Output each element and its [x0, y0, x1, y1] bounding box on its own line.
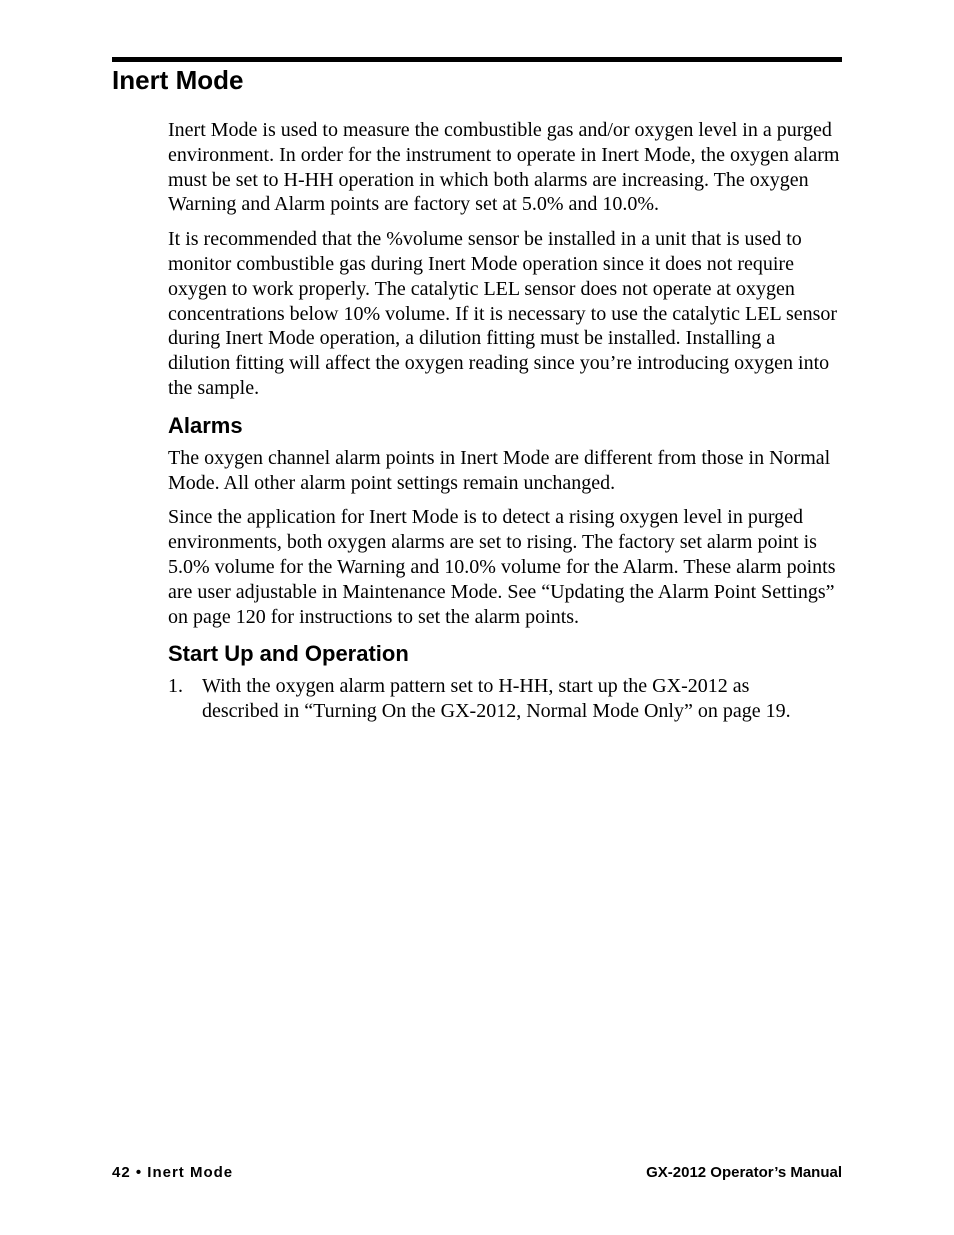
alarms-paragraph-1: The oxygen channel alarm points in Inert Mode are different from those in Normal Mode. All other alarm point settings remain unchanged. — [168, 446, 831, 494]
intro-paragraph-1: Inert Mode is used to measure the combustible gas and/or oxygen level in a purged environment. In order for the instrument to operate in Inert Mode, the oxygen alarm must be set to H-HH operation in which both alarms are increasing. The oxygen Warning and Alarm points are factory set at 5.0% and 10.0%. — [168, 119, 840, 216]
alarms-paragraph-2: Since the application for Inert Mode is to detect a rising oxygen level in purged environments, both oxygen alarms are set to rising. The factory set alarm point is 5.0% volume for the Warning and 10.0% volume for the Alarm. These alarm points are user adjustable in Maintenance Mode. See “Updating the Alarm Point Settings” on page 120 for instructions to set the alarm points. — [168, 506, 836, 628]
step-text-line-1: With the oxygen alarm pattern set to H-HH, start up the GX-2012 as — [202, 675, 750, 698]
header-rule — [112, 57, 842, 62]
step-number: 1. — [168, 675, 183, 698]
startup-steps — [168, 674, 842, 724]
step-text-line-2: described in “Turning On the GX-2012, Normal Mode Only” on page 19. — [202, 700, 791, 723]
footer-manual-title: GX-2012 Operator’s Manual — [646, 1164, 842, 1181]
intro-paragraph-2: It is recommended that the %volume sensor be installed in a unit that is used to monitor combustible gas during Inert Mode operation since it does not require oxygen to work properly. The catalytic LEL sensor does not operate at oxygen concentrations below 10% volume. If it is necessary to use the catalytic LEL sensor during Inert Mode operation, a dilution fitting must be installed. Installing a dilution fitting will affect the oxygen reading since you’re introducing oxygen into the sample. — [168, 228, 838, 399]
footer-page-section: 42 • Inert Mode — [112, 1164, 234, 1181]
body-content — [168, 118, 842, 724]
startup-heading: Start Up and Operation — [168, 641, 409, 667]
step-item — [168, 674, 842, 724]
alarms-heading: Alarms — [168, 412, 243, 438]
page-title: Inert Mode — [112, 65, 244, 95]
